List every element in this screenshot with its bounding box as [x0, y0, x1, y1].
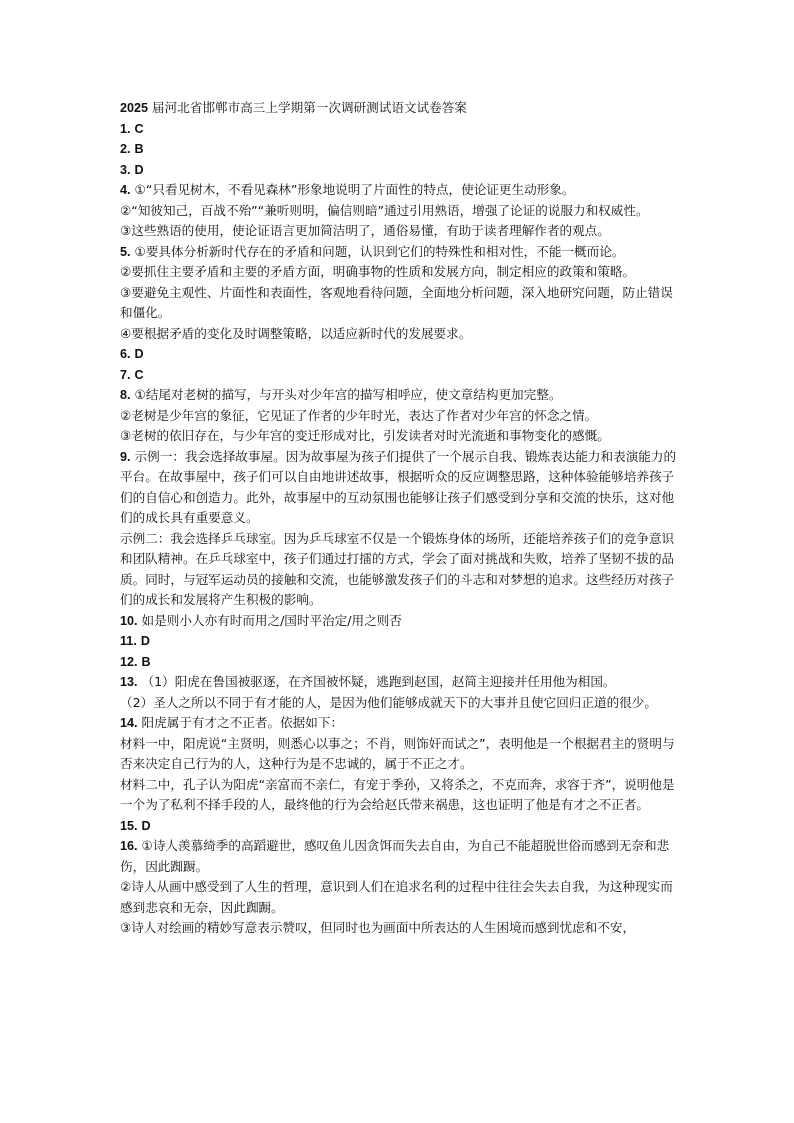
question-number: 11. — [120, 634, 137, 648]
answer-document — [120, 98, 680, 939]
question-number: 14. — [120, 716, 138, 730]
answer-line: ①诗人羡慕绮季的高蹈避世，感叹鱼儿因贪饵而失去自由，为自己不能超脱世俗而感到无奈和悲伤，因此踟蹰。 — [120, 838, 670, 874]
question-number: 6. — [120, 347, 131, 361]
question-number: 16. — [120, 839, 138, 853]
answer-line: （2）圣人之所以不同于有才能的人，是因为他们能够成就天下的大事并且使它回归正道的很少。 — [120, 694, 657, 710]
answer-line: ③这些熟语的使用，使论证语言更加简洁明了，通俗易懂，有助于读者理解作者的观点。 — [120, 223, 610, 238]
document-title — [120, 98, 680, 119]
answer-2 — [120, 139, 680, 160]
answer-line: ③诗人对绘画的精妙写意表示赞叹，但同时也为画面中所表达的人生困境而感到忧虑和不安， — [120, 920, 636, 935]
answer-choice: C — [134, 121, 144, 136]
answer-line: （1）阳虎在鲁国被驱逐，在齐国被怀疑，逃跑到赵国，赵简主迎接并任用他为相国。 — [141, 674, 616, 689]
question-number: 1. — [120, 121, 131, 136]
question-number: 3. — [120, 162, 131, 177]
answer-3 — [120, 160, 680, 181]
question-number: 10. — [120, 613, 138, 628]
answer-paragraph: 材料二中，孔子认为阳虎“亲富而不亲仁，有宠于季孙，又将杀之，不克而奔，求容于齐”，说明他是一个为了私利不择手段的人，最终他的行为会给赵氏带来祸患，这也证明了他是有才之不正者。 — [120, 776, 675, 812]
answer-line: ①要具体分析新时代存在的矛盾和问题，认识到它们的特殊性和相对性，不能一概而论。 — [134, 243, 625, 259]
answer-line: ③要避免主观性、片面性和表面性，客观地看待问题，全面地分析问题，深入地研究问题，防止错误和僵化。 — [120, 284, 673, 320]
answer-16 — [120, 836, 680, 939]
answer-14 — [120, 713, 680, 816]
answer-choice: D — [134, 162, 144, 177]
question-number: 13. — [120, 675, 138, 689]
question-number: 4. — [120, 183, 131, 197]
answer-line: ①结尾对老树的描写，与开头对少年宫的描写相呼应，使文章结构更加完整。 — [134, 387, 562, 402]
answer-5 — [120, 242, 680, 345]
answer-line: ②诗人从画中感受到了人生的哲理，意识到人们在追求名利的过程中往往会失去自我，为这种现实而感到悲哀和无奈，因此踟蹰。 — [120, 879, 673, 915]
answer-9 — [120, 447, 680, 611]
answer-12 — [120, 652, 680, 673]
answer-10 — [120, 611, 680, 632]
answer-line: ③老树的依旧存在，与少年宫的变迁形成对比，引发读者对时光流逝和事物变化的感慨。 — [120, 428, 610, 443]
answer-4 — [120, 180, 680, 242]
answer-paragraph: 示例一：我会选择故事屋。因为故事屋为孩子们提供了一个展示自我、锻炼表达能力和表演能力的平台。在故事屋中，孩子们可以自由地讲述故事，根据听众的反应调整思路，这种体验能够培养孩子们的自信心和创造力。此外，故事屋中的互动氛围也能够让孩子们感受到分享和交流的快乐，这对他们的成长具有重要意义。 — [120, 448, 677, 525]
answer-choice: B — [141, 654, 151, 669]
answer-choice: B — [134, 142, 144, 156]
question-number: 15. — [120, 818, 138, 833]
answer-13 — [120, 672, 680, 713]
answer-1 — [120, 119, 680, 140]
answer-line: ④要根据矛盾的变化及时调整策略，以适应新时代的发展要求。 — [120, 325, 472, 341]
question-number: 7. — [120, 367, 131, 382]
answer-15 — [120, 816, 680, 837]
answer-6 — [120, 344, 680, 365]
answer-line: ②老树是少年宫的象征，它见证了作者的少年时光，表达了作者对少年宫的怀念之情。 — [120, 407, 598, 423]
answer-choice: D — [134, 347, 144, 361]
question-number: 9. — [120, 449, 131, 464]
answer-line: 阳虎属于有才之不正者。依据如下： — [141, 715, 344, 730]
answer-paragraph: 示例二：我会选择乒乓球室。因为乒乓球室不仅是一个锻炼身体的场所，还能培养孩子们的竞争意识和团队精神。在乒乓球室中，孩子们通过打擂的方式，学会了面对挑战和失败，培养了坚韧不拔的品质。同时，与冠军运动员的接触和交流，也能够激发孩子们的斗志和对梦想的追求。这些经历对孩子们的成长和发展将产生积极的影响。 — [120, 530, 675, 607]
answer-line: 如是则小人亦有时而用之/国时平治定/用之则否 — [141, 612, 402, 628]
answer-11 — [120, 631, 680, 652]
question-number: 12. — [120, 654, 138, 669]
answer-choice: C — [134, 367, 144, 382]
answer-line: ①“只看见树木，不看见森林”形象地说明了片面性的特点，使论证更生动形象。 — [134, 182, 575, 197]
title-year: 2025 — [120, 101, 149, 115]
answer-choice: D — [141, 818, 151, 833]
answer-choice: D — [140, 634, 150, 648]
answer-paragraph: 材料一中，阳虎说“主贤明，则悉心以事之；不肖，则饰奸而试之”，表明他是一个根据君主的贤明与否来决定自己行为的人，这种行为是不忠诚的，属于不正之才。 — [120, 735, 675, 771]
title-text: 届河北省邯郸市高三上学期第一次调研测试语文试卷答案 — [148, 100, 467, 115]
question-number: 5. — [120, 244, 131, 259]
answer-7 — [120, 365, 680, 386]
question-number: 8. — [120, 388, 131, 402]
answer-line: ②“知彼知己，百战不殆”“兼听则明，偏信则暗”通过引用熟语，增强了论证的说服力和权威性。 — [120, 202, 649, 218]
answer-line: ②要抓住主要矛盾和主要的矛盾方面，明确事物的性质和发展方向，制定相应的政策和策略。 — [120, 264, 636, 279]
question-number: 2. — [120, 142, 131, 156]
answer-8 — [120, 385, 680, 447]
